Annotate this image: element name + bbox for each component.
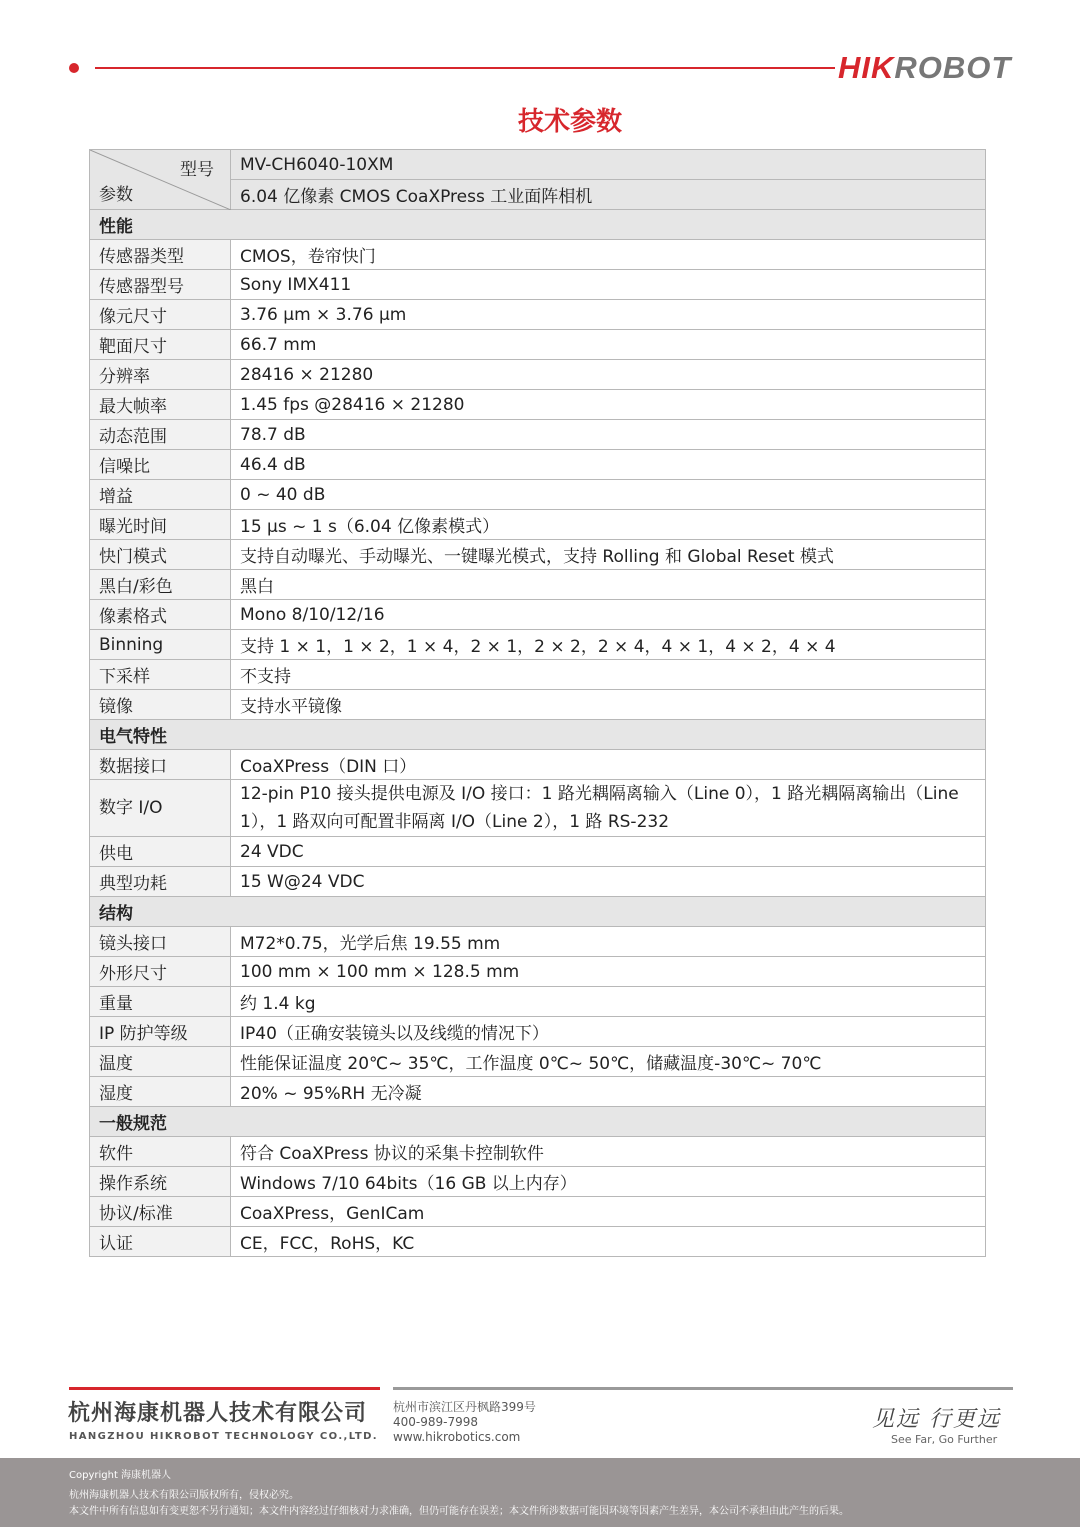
spec-value: Sony IMX411 xyxy=(231,270,986,300)
spec-value: 支持水平镜像 xyxy=(231,690,986,720)
section-title: 电气特性 xyxy=(90,720,986,750)
company-name-cn: 杭州海康机器人技术有限公司 xyxy=(68,1401,368,1426)
spec-value: 15 µs ~ 1 s（6.04 亿像素模式） xyxy=(231,510,986,540)
spec-row xyxy=(90,927,986,957)
spec-key: 最大帧率 xyxy=(90,390,231,420)
spec-value: 性能保证温度 20℃~ 35℃，工作温度 0℃~ 50℃，储藏温度-30℃~ 70℃ xyxy=(231,1047,986,1077)
spec-key: 曝光时间 xyxy=(90,510,231,540)
header-rule xyxy=(95,67,835,69)
spec-value: 15 W@24 VDC xyxy=(231,867,986,897)
copyright-band xyxy=(0,1458,1080,1527)
spec-row xyxy=(90,630,986,660)
spec-value: 12-pin P10 接头提供电源及 I/O 接口：1 路光耦隔离输入（Line 0），1 路光耦隔离输出（Line 1），1 路双向可配置非隔离 I/O（Line 2），1 路 RS-232 xyxy=(231,780,986,837)
footer-red-rule xyxy=(69,1387,380,1390)
website: www.hikrobotics.com xyxy=(393,1430,521,1444)
spec-row xyxy=(90,957,986,987)
spec-row xyxy=(90,480,986,510)
spec-row xyxy=(90,1077,986,1107)
spec-key: 协议/标准 xyxy=(90,1197,231,1227)
spec-value: 20% ~ 95%RH 无冷凝 xyxy=(231,1077,986,1107)
spec-value: 不支持 xyxy=(231,660,986,690)
spec-row xyxy=(90,450,986,480)
model-value: MV-CH6040-10XM xyxy=(231,150,986,180)
spec-key: 典型功耗 xyxy=(90,867,231,897)
spec-value: CMOS，卷帘快门 xyxy=(231,240,986,270)
page-header xyxy=(0,0,1080,100)
page-title: 技术参数 xyxy=(517,107,622,137)
model-label: 型号 xyxy=(180,160,214,180)
spec-key: 分辨率 xyxy=(90,360,231,390)
spec-value: 0 ~ 40 dB xyxy=(231,480,986,510)
spec-table xyxy=(89,149,986,1257)
spec-row xyxy=(90,660,986,690)
slogan: 见远 行更远 xyxy=(872,1407,1001,1432)
spec-value: CoaXPress，GenICam xyxy=(231,1197,986,1227)
contact-info xyxy=(393,1400,536,1445)
spec-key: 像元尺寸 xyxy=(90,300,231,330)
spec-row xyxy=(90,510,986,540)
spec-row xyxy=(90,360,986,390)
diagonal-header-cell xyxy=(90,150,231,210)
header-dot xyxy=(69,63,79,73)
section-header xyxy=(90,897,986,927)
rights-notice: 杭州海康机器人技术有限公司版权所有，侵权必究。 xyxy=(69,1490,299,1501)
spec-value: CoaXPress（DIN 口） xyxy=(231,750,986,780)
spec-key: 操作系统 xyxy=(90,1167,231,1197)
spec-row xyxy=(90,420,986,450)
spec-key: 湿度 xyxy=(90,1077,231,1107)
spec-key: 镜头接口 xyxy=(90,927,231,957)
spec-row xyxy=(90,300,986,330)
spec-value: 46.4 dB xyxy=(231,450,986,480)
spec-value: 支持 1 × 1，1 × 2，1 × 4，2 × 1，2 × 2，2 × 4，4 × 1，4 × 2，4 × 4 xyxy=(231,630,986,660)
spec-row xyxy=(90,1137,986,1167)
spec-key: 传感器类型 xyxy=(90,240,231,270)
spec-row xyxy=(90,867,986,897)
spec-key: 信噪比 xyxy=(90,450,231,480)
section-title: 一般规范 xyxy=(90,1107,986,1137)
spec-row xyxy=(90,330,986,360)
spec-key: 数据接口 xyxy=(90,750,231,780)
spec-key: 下采样 xyxy=(90,660,231,690)
page-footer xyxy=(0,1380,1080,1527)
section-title: 结构 xyxy=(90,897,986,927)
spec-row xyxy=(90,1167,986,1197)
spec-key: 增益 xyxy=(90,480,231,510)
spec-key: 动态范围 xyxy=(90,420,231,450)
spec-row xyxy=(90,1047,986,1077)
slogan-en: See Far, Go Further xyxy=(891,1433,998,1446)
spec-key: IP 防护等级 xyxy=(90,1017,231,1047)
section-header xyxy=(90,1107,986,1137)
spec-row xyxy=(90,1017,986,1047)
spec-key: 数字 I/O xyxy=(90,780,231,837)
spec-key: 认证 xyxy=(90,1227,231,1257)
spec-key: 供电 xyxy=(90,837,231,867)
spec-row xyxy=(90,270,986,300)
spec-value: 78.7 dB xyxy=(231,420,986,450)
spec-value: IP40（正确安装镜头以及线缆的情况下） xyxy=(231,1017,986,1047)
spec-value: 100 mm × 100 mm × 128.5 mm xyxy=(231,957,986,987)
section-header xyxy=(90,720,986,750)
company-name-en: HANGZHOU HIKROBOT TECHNOLOGY CO.,LTD. xyxy=(69,1431,378,1442)
spec-key: 软件 xyxy=(90,1137,231,1167)
spec-row xyxy=(90,600,986,630)
spec-value: 28416 × 21280 xyxy=(231,360,986,390)
spec-value: 黑白 xyxy=(231,570,986,600)
spec-value: CE，FCC，RoHS，KC xyxy=(231,1227,986,1257)
footer-grey-rule xyxy=(393,1387,1013,1390)
spec-row xyxy=(90,390,986,420)
spec-row xyxy=(90,1227,986,1257)
section-header xyxy=(90,210,986,240)
spec-value: Windows 7/10 64bits（16 GB 以上内存） xyxy=(231,1167,986,1197)
spec-header-row xyxy=(90,150,986,180)
spec-key: 重量 xyxy=(90,987,231,1017)
spec-value: 3.76 µm × 3.76 µm xyxy=(231,300,986,330)
spec-value: 66.7 mm xyxy=(231,330,986,360)
spec-key: 像素格式 xyxy=(90,600,231,630)
spec-row xyxy=(90,240,986,270)
spec-value: M72*0.75，光学后焦 19.55 mm xyxy=(231,927,986,957)
spec-value: 24 VDC xyxy=(231,837,986,867)
spec-key: 温度 xyxy=(90,1047,231,1077)
spec-row xyxy=(90,987,986,1017)
copyright: Copyright 海康机器人 xyxy=(69,1470,172,1481)
model-description: 6.04 亿像素 CMOS CoaXPress 工业面阵相机 xyxy=(231,180,986,210)
spec-key: 黑白/彩色 xyxy=(90,570,231,600)
section-title: 性能 xyxy=(90,210,986,240)
spec-row xyxy=(90,780,986,837)
spec-key: 快门模式 xyxy=(90,540,231,570)
spec-key: 外形尺寸 xyxy=(90,957,231,987)
spec-value: 约 1.4 kg xyxy=(231,987,986,1017)
spec-key: Binning xyxy=(90,630,231,660)
spec-row xyxy=(90,1197,986,1227)
spec-value: Mono 8/10/12/16 xyxy=(231,600,986,630)
address: 杭州市滨江区丹枫路399号 xyxy=(393,1400,536,1414)
disclaimer: 本文件中所有信息如有变更恕不另行通知；本文件内容经过仔细核对力求准确，但仍可能存在误差；本文件所涉数据可能因环境等因素产生差异，本公司不承担由此产生的后果。 xyxy=(69,1506,849,1517)
spec-value: 符合 CoaXPress 协议的采集卡控制软件 xyxy=(231,1137,986,1167)
spec-row xyxy=(90,690,986,720)
spec-key: 传感器型号 xyxy=(90,270,231,300)
spec-key: 镜像 xyxy=(90,690,231,720)
spec-value: 支持自动曝光、手动曝光、一键曝光模式，支持 Rolling 和 Global Reset 模式 xyxy=(231,540,986,570)
hikrobot-logo: HIKROBOT xyxy=(838,50,1012,85)
phone: 400-989-7998 xyxy=(393,1415,479,1429)
param-label: 参数 xyxy=(99,185,133,205)
spec-key: 靶面尺寸 xyxy=(90,330,231,360)
spec-value: 1.45 fps @28416 × 21280 xyxy=(231,390,986,420)
spec-row xyxy=(90,750,986,780)
spec-row xyxy=(90,837,986,867)
spec-row xyxy=(90,570,986,600)
spec-row xyxy=(90,540,986,570)
